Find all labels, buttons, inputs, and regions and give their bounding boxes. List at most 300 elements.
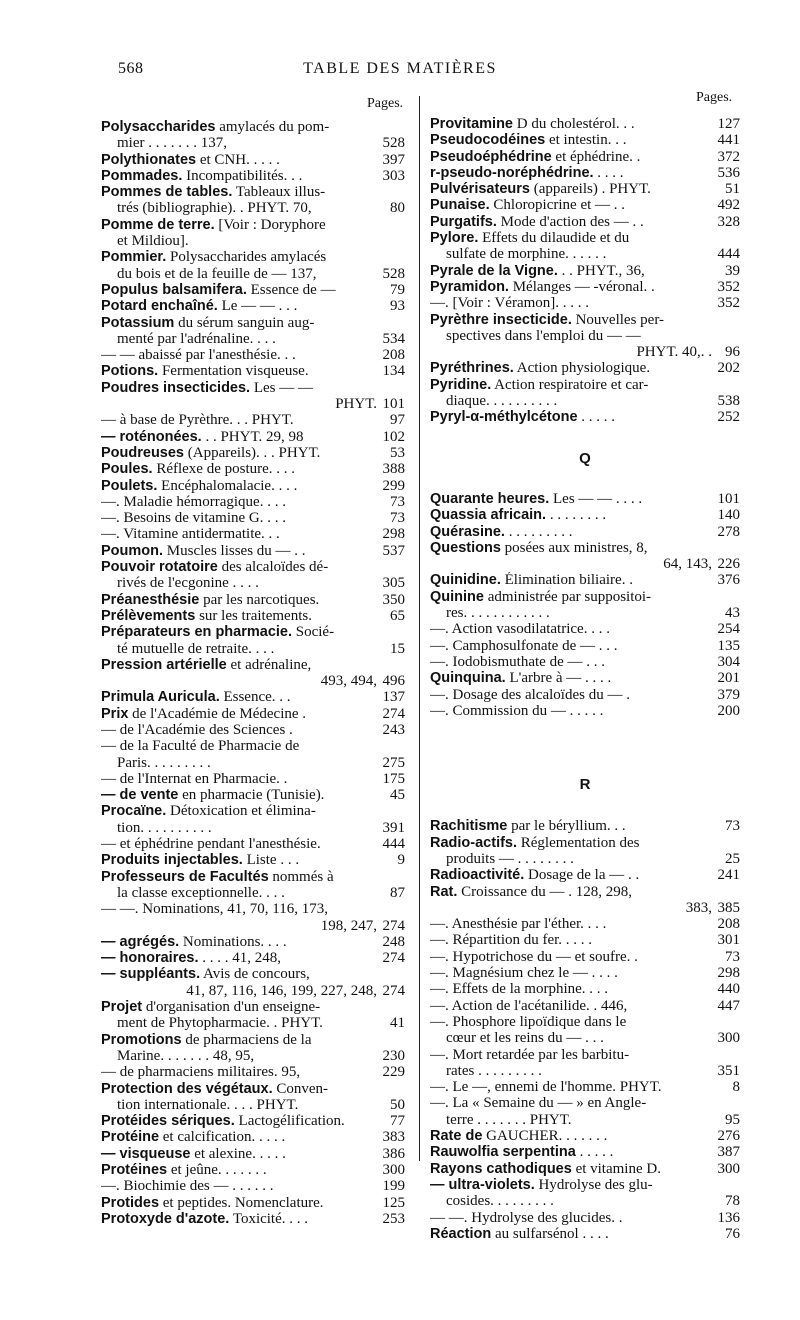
- entry-page: 73: [725, 948, 740, 965]
- entry-text: [101, 1129, 377, 1145]
- entry-keyword: r-pseudo-noréphédrine.: [430, 164, 594, 181]
- entry-text: [101, 445, 377, 461]
- entry-description: —. Commission du — . . . . .: [430, 702, 604, 719]
- index-entry: [430, 1161, 740, 1177]
- entry-page: 243: [382, 721, 405, 738]
- entry-keyword: Pouvoir rotatoire: [101, 559, 218, 576]
- entry-description: la classe exceptionnelle. . . .: [117, 884, 285, 901]
- entry-description: tion internationale. . . . PHYT.: [117, 1096, 299, 1113]
- index-entry: [101, 738, 405, 754]
- entry-page: 78: [725, 1193, 740, 1210]
- index-entry: [101, 1113, 405, 1129]
- entry-keyword: Polythionates: [101, 151, 197, 168]
- index-entry: [101, 347, 405, 363]
- index-entry: [101, 363, 405, 379]
- entry-description: Le — — . . .: [217, 298, 298, 315]
- entry-page: 278: [717, 523, 740, 540]
- entry-keyword: Polysaccharides: [101, 119, 216, 135]
- entry-text: [101, 1081, 377, 1097]
- index-entry: [101, 836, 405, 852]
- left-column: [101, 119, 405, 1227]
- entry-keyword: Réaction: [430, 1225, 492, 1242]
- entry-page: 208: [717, 916, 740, 933]
- entry-page: 50: [390, 1096, 405, 1113]
- entry-keyword: — roténonées.: [101, 428, 202, 445]
- entry-text: [430, 312, 712, 328]
- entry-page: 248: [382, 933, 405, 950]
- index-entry: [101, 657, 405, 673]
- entry-page: 300: [717, 1030, 740, 1047]
- index-entry: [430, 149, 740, 165]
- entry-description: —. Mort retardée par les barbitu-: [430, 1046, 630, 1063]
- entry-description: diaque. . . . . . . . . .: [446, 393, 558, 410]
- index-entry: [430, 900, 740, 916]
- index-entry: [101, 412, 405, 428]
- entry-text: [430, 949, 712, 965]
- section-q-entries: [430, 491, 740, 719]
- entry-description: Dosage de la — . .: [524, 867, 640, 884]
- entry-description: —. Phosphore lipoïdique dans le: [430, 1013, 627, 1030]
- entry-text: [101, 1064, 377, 1080]
- index-entry: [430, 1177, 740, 1193]
- entry-description: (Appareils). . . PHYT.: [184, 444, 321, 461]
- entry-keyword: — visqueuse: [101, 1145, 191, 1162]
- entry-page: 101: [382, 396, 405, 413]
- index-entry: [101, 200, 405, 216]
- entry-description: . . . . 41, 248,: [198, 950, 281, 967]
- entry-keyword: Protides: [101, 1194, 160, 1211]
- entry-text: [101, 950, 377, 966]
- entry-text: [430, 132, 712, 148]
- index-entry: [101, 869, 405, 885]
- entry-description: Muscles lisses du — . .: [163, 542, 306, 559]
- entry-page: 97: [390, 412, 405, 429]
- entry-text: [101, 363, 377, 379]
- entry-text: [101, 852, 377, 868]
- entry-page: 41: [390, 1015, 405, 1032]
- entry-description: Tableaux illus-: [232, 184, 326, 201]
- index-entry: [430, 916, 740, 932]
- index-entry: [430, 263, 740, 279]
- entry-text: [430, 491, 712, 507]
- entry-page: 15: [390, 640, 405, 657]
- entry-page: 43: [725, 605, 740, 622]
- index-entry: [101, 673, 405, 689]
- right-column: [430, 116, 740, 1242]
- entry-description: . . . . . . . . .: [504, 523, 573, 540]
- entry-description: . . . . .: [575, 1144, 614, 1161]
- entry-text: [430, 197, 712, 213]
- entry-text: [101, 200, 377, 216]
- index-entry: [430, 1112, 740, 1128]
- entry-keyword: Professeurs de Facultés: [101, 868, 269, 885]
- entry-text: [101, 771, 377, 787]
- entry-page: 95: [725, 1111, 740, 1128]
- index-entry: [430, 377, 740, 393]
- entry-page: 304: [717, 653, 740, 670]
- entry-keyword: Radioactivité.: [430, 867, 525, 884]
- entry-text: [430, 246, 712, 262]
- entry-page: 201: [717, 670, 740, 687]
- index-entry: [101, 608, 405, 624]
- entry-text: [101, 184, 377, 200]
- index-entry: [430, 572, 740, 588]
- index-entry: [430, 181, 740, 197]
- entry-keyword: Pseudoéphédrine: [430, 148, 552, 165]
- entry-description: . . . .: [593, 164, 624, 181]
- entry-description: Essence. . .: [219, 689, 291, 706]
- index-entry: [101, 624, 405, 640]
- entry-page: 274: [382, 950, 405, 967]
- entry-keyword: Questions: [430, 539, 501, 556]
- entry-description: Conven-: [272, 1080, 329, 1097]
- entry-page: 440: [717, 981, 740, 998]
- entry-text: [101, 1162, 377, 1178]
- entry-text: [101, 543, 377, 559]
- entry-keyword: Préparateurs en pharmacie.: [101, 624, 293, 641]
- entry-page: 303: [382, 167, 405, 184]
- entry-page: 53: [390, 444, 405, 461]
- entry-page: 208: [382, 347, 405, 364]
- entry-description: par les narcotiques.: [199, 591, 320, 608]
- entry-description: — et éphédrine pendant l'anesthésie.: [101, 836, 321, 853]
- entry-page: 25: [725, 850, 740, 867]
- entry-page: 299: [382, 477, 405, 494]
- entry-keyword: Poulets.: [101, 477, 158, 494]
- entry-page: 274: [382, 705, 405, 722]
- index-entry: [101, 282, 405, 298]
- entry-page: 275: [382, 754, 405, 771]
- entry-description: au sulfarsénol . . . .: [491, 1225, 609, 1242]
- entry-text: [430, 1161, 712, 1177]
- entry-keyword: Poules.: [101, 461, 153, 478]
- entry-page: 538: [717, 393, 740, 410]
- entry-description: Effets du dilaudide et du: [478, 230, 630, 247]
- entry-text: [101, 934, 377, 950]
- entry-text: [101, 722, 377, 738]
- entry-text: [101, 1146, 377, 1162]
- entry-page: 534: [382, 330, 405, 347]
- entry-description: terre . . . . . . . PHYT.: [446, 1111, 572, 1128]
- index-entry: [101, 184, 405, 200]
- index-entry: [430, 1047, 740, 1063]
- pages-label-right: Pages.: [696, 90, 733, 105]
- entry-text: [101, 624, 377, 640]
- entry-page: 298: [717, 965, 740, 982]
- entry-description: et éphédrine. .: [551, 148, 641, 165]
- entry-page: 444: [382, 836, 405, 853]
- entry-text: [101, 1211, 377, 1227]
- entry-text: [430, 116, 712, 132]
- index-entry: [430, 214, 740, 230]
- entry-description: et jeûne. . . . . . .: [167, 1162, 267, 1178]
- entry-text: [430, 884, 712, 900]
- entry-description: Polysaccharides amylacés: [166, 249, 327, 266]
- entry-text: [430, 230, 712, 246]
- entry-page: 101: [717, 490, 740, 507]
- entry-description: cœur et les reins du — . . .: [446, 1030, 604, 1047]
- index-entry: [101, 168, 405, 184]
- index-entry: [430, 132, 740, 148]
- entry-text: [430, 540, 712, 556]
- entry-keyword: Prix: [101, 705, 129, 722]
- entry-text: [101, 315, 377, 331]
- entry-description: —. La « Semaine du — » en Angle-: [430, 1095, 647, 1112]
- entry-description: Mode d'action des — . .: [496, 213, 644, 230]
- entry-description: sulfate de morphine. . . . . .: [446, 246, 607, 263]
- entry-text: [430, 1193, 712, 1209]
- index-entry: [101, 966, 405, 982]
- entry-keyword: — honoraires.: [101, 950, 199, 967]
- entry-description: — — abaissé par l'anesthésie. . .: [101, 347, 296, 364]
- entry-page: 9: [397, 852, 405, 869]
- index-entry: [101, 934, 405, 950]
- entry-page: 528: [382, 265, 405, 282]
- entry-page: 274: [382, 982, 405, 999]
- entry-keyword: Pyréthrines.: [430, 360, 514, 377]
- index-entry: [101, 1178, 405, 1194]
- index-entry: [430, 1193, 740, 1209]
- index-entry: [430, 1144, 740, 1160]
- entry-page: 80: [390, 200, 405, 217]
- entry-text: [101, 738, 377, 754]
- entry-description: ment de Phytopharmacie. . PHYT.: [117, 1015, 323, 1032]
- entry-keyword: Poumon.: [101, 542, 164, 559]
- index-entry: [101, 641, 405, 657]
- entry-keyword: Pyrale de la Vigne.: [430, 262, 558, 279]
- entry-text: [101, 1015, 377, 1031]
- index-entry: [101, 722, 405, 738]
- index-entry: [101, 331, 405, 347]
- entry-page: 73: [725, 818, 740, 835]
- index-entry: [101, 461, 405, 477]
- entry-text: [430, 916, 712, 932]
- entry-keyword: Produits injectables.: [101, 852, 243, 869]
- index-entry: [101, 510, 405, 526]
- entry-text: [101, 135, 377, 151]
- entry-keyword: Pulvérisateurs: [430, 181, 530, 198]
- index-entry: [101, 803, 405, 819]
- entry-page: 397: [382, 151, 405, 168]
- section-letter-r: R: [579, 776, 591, 794]
- entry-page: 252: [717, 409, 740, 426]
- entry-text: [430, 181, 712, 197]
- entry-text: [101, 820, 377, 836]
- column-divider: [419, 96, 420, 1161]
- entry-text: [101, 119, 377, 135]
- entry-text: [101, 298, 377, 314]
- pages-label-left: Pages.: [367, 96, 404, 111]
- entry-keyword: — agrégés.: [101, 933, 180, 950]
- entry-page: 226: [717, 556, 740, 573]
- entry-text: [430, 279, 712, 295]
- entry-keyword: Potions.: [101, 363, 159, 380]
- entry-description: —. Action vasodilatatrice. . . .: [430, 621, 610, 638]
- index-entry: [101, 380, 405, 396]
- entry-keyword: Rat.: [430, 883, 458, 900]
- entry-description: (appareils) . PHYT.: [529, 181, 651, 198]
- entry-description: et CNH. . . . .: [196, 151, 280, 168]
- entry-description: té mutuelle de retraite. . . .: [117, 640, 275, 657]
- entry-text: [430, 409, 712, 425]
- index-entry: [101, 217, 405, 233]
- entry-text: [430, 165, 712, 181]
- index-entry: [430, 884, 740, 900]
- entry-description: tion. . . . . . . . . .: [117, 819, 212, 836]
- entry-page: 79: [390, 281, 405, 298]
- entry-text: [430, 328, 712, 344]
- entry-keyword: Quarante heures.: [430, 490, 550, 507]
- entry-text: [101, 657, 377, 673]
- index-entry: [101, 983, 405, 999]
- index-entry: [101, 445, 405, 461]
- entry-text: [430, 1144, 712, 1160]
- entry-description: Mélanges — -véronal. .: [508, 278, 655, 295]
- entry-keyword: Quérasine.: [430, 523, 505, 540]
- page-number: 568: [118, 60, 144, 77]
- entry-text: [430, 1047, 712, 1063]
- entry-description: cosides. . . . . . . . .: [446, 1193, 554, 1210]
- entry-description: PHYT. 40,. .: [636, 344, 712, 361]
- entry-text: [430, 621, 712, 637]
- entry-keyword: Projet: [101, 999, 143, 1016]
- index-entry: [430, 295, 740, 311]
- entry-page: 229: [382, 1064, 405, 1081]
- entry-keyword: Rate de: [430, 1128, 483, 1145]
- entry-page: 73: [390, 493, 405, 510]
- entry-keyword: — de vente: [101, 787, 179, 804]
- index-entry: [430, 556, 740, 572]
- index-entry: [101, 543, 405, 559]
- index-entry: [430, 605, 740, 621]
- index-entry: [101, 592, 405, 608]
- index-entry: [101, 298, 405, 314]
- index-entry: [430, 116, 740, 132]
- entry-description: menté par l'adrénaline. . . .: [117, 330, 276, 347]
- index-entry: [430, 1226, 740, 1242]
- index-entry: [430, 932, 740, 948]
- entry-text: [430, 1112, 712, 1128]
- entry-text: [430, 360, 712, 376]
- entry-keyword: Potassium: [101, 314, 175, 331]
- entry-text: [101, 461, 377, 477]
- entry-description: — —. Nominations, 41, 70, 116, 173,: [101, 901, 328, 918]
- index-entry: [430, 1030, 740, 1046]
- entry-description: . . . . . . . .: [546, 507, 607, 524]
- index-entry: [430, 246, 740, 262]
- entry-keyword: Quinidine.: [430, 572, 501, 589]
- index-entry: [430, 393, 740, 409]
- entry-description: administrée par suppositoi-: [483, 588, 652, 605]
- entry-description: Lactogélification.: [234, 1113, 345, 1130]
- entry-description: [Voir : Doryphore: [214, 216, 326, 233]
- entry-text: [101, 510, 377, 526]
- entry-description: Encéphalomalacie. . . .: [157, 477, 298, 494]
- index-entry: [430, 965, 740, 981]
- entry-description: —. Magnésium chez le — . . . .: [430, 965, 618, 982]
- entry-keyword: Potard enchaîné.: [101, 298, 218, 315]
- entry-description: Incompatibilités. . .: [182, 167, 303, 184]
- entry-page: 300: [382, 1162, 405, 1178]
- index-entry: [101, 1211, 405, 1227]
- index-entry: [430, 524, 740, 540]
- index-entry: [430, 703, 740, 719]
- entry-keyword: Populus balsamifera.: [101, 281, 247, 298]
- entry-text: [101, 347, 377, 363]
- entry-text: [101, 282, 377, 298]
- entry-page: 230: [382, 1047, 405, 1064]
- entry-description: trés (bibliographie). . PHYT. 70,: [117, 200, 312, 217]
- entry-text: [101, 494, 377, 510]
- index-entry: [430, 1079, 740, 1095]
- entry-text: [430, 867, 712, 883]
- entry-page: 350: [382, 591, 405, 608]
- entry-text: [101, 331, 377, 347]
- entry-description: Les — —: [250, 379, 314, 396]
- index-entry: [101, 1195, 405, 1211]
- index-entry: [430, 687, 740, 703]
- entry-text: [101, 1097, 377, 1113]
- index-entry: [101, 1032, 405, 1048]
- section-r-entries: [430, 818, 740, 1242]
- entry-description: PHYT.: [335, 396, 377, 413]
- entry-description: Hydrolyse des glu-: [534, 1176, 653, 1193]
- entry-text: [430, 572, 712, 588]
- index-entry: [430, 654, 740, 670]
- index-entry: [101, 1048, 405, 1064]
- entry-text: [430, 703, 712, 719]
- entry-text: [430, 605, 712, 621]
- entry-keyword: Protoxyde d'azote.: [101, 1210, 230, 1227]
- index-entry: [430, 835, 740, 851]
- entry-text: [101, 233, 377, 249]
- entry-page: 391: [382, 819, 405, 836]
- entry-description: Élimination biliaire. .: [500, 572, 633, 589]
- index-entry: [430, 638, 740, 654]
- index-entry: [101, 1015, 405, 1031]
- entry-text: [101, 641, 377, 657]
- entry-description: — de pharmaciens militaires. 95,: [101, 1064, 301, 1081]
- entry-description: Réglementation des: [517, 834, 640, 851]
- entry-text: [430, 1079, 712, 1095]
- entry-page: 39: [725, 262, 740, 279]
- entry-description: Avis de concours,: [200, 966, 310, 983]
- entry-page: 352: [717, 278, 740, 295]
- entry-description: et intestin. . .: [545, 132, 627, 149]
- entry-keyword: Poudres insecticides.: [101, 379, 251, 396]
- entry-text: [101, 836, 377, 852]
- index-entry: [430, 1128, 740, 1144]
- entry-page: 376: [717, 572, 740, 589]
- entry-description: 198, 247,: [320, 917, 377, 934]
- entry-page: 298: [382, 526, 405, 543]
- entry-description: amylacés du pom-: [215, 119, 330, 135]
- entry-page: 352: [717, 295, 740, 312]
- entry-description: 493, 494,: [320, 673, 377, 690]
- entry-description: —. Camphosulfonate de — . . .: [430, 637, 618, 654]
- entry-text: [430, 377, 712, 393]
- running-title: TABLE DES MATIÈRES: [303, 60, 497, 77]
- entry-text: [430, 1128, 712, 1144]
- entry-description: —. Effets de la morphine. . . .: [430, 981, 609, 998]
- entry-description: produits — . . . . . . . .: [446, 850, 574, 867]
- index-entry: [101, 1081, 405, 1097]
- entry-description: L'arbre à — . . . .: [505, 670, 612, 687]
- entry-page: 537: [382, 542, 405, 559]
- index-entry: [101, 429, 405, 445]
- index-entry: [430, 197, 740, 213]
- index-entry: [430, 312, 740, 328]
